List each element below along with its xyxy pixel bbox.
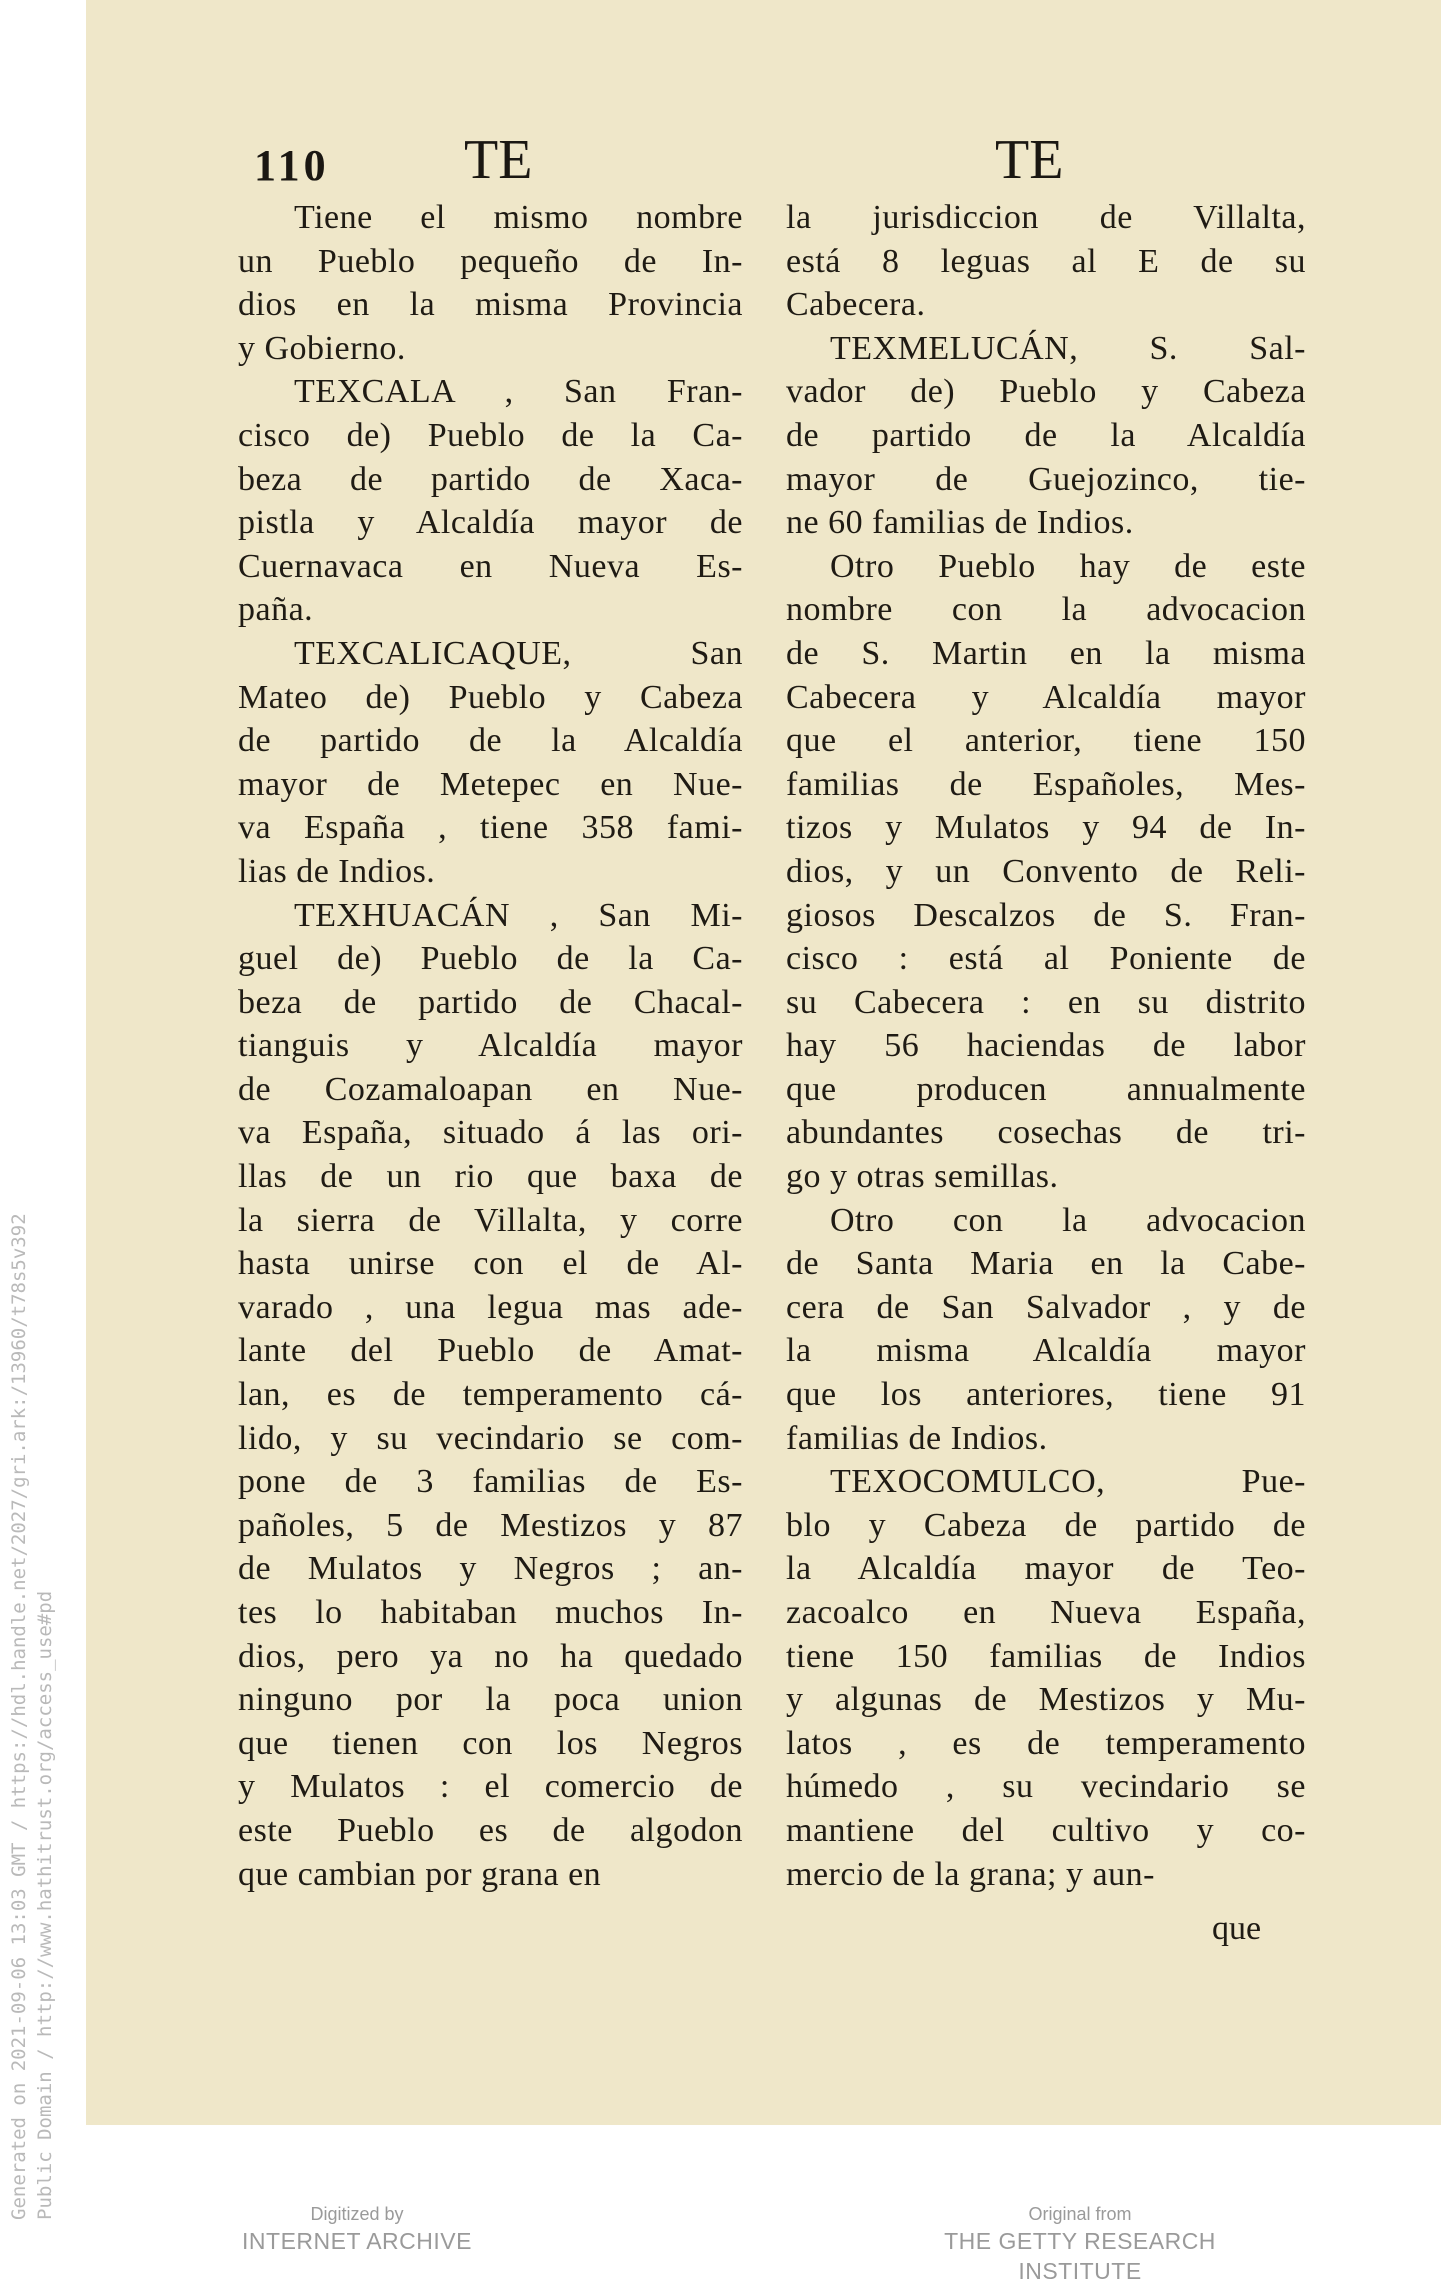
- catchword: que: [1212, 1910, 1262, 1947]
- page-number: 110: [254, 141, 330, 190]
- text-line: un Pueblo pequeño de In-: [238, 242, 743, 280]
- text-line: llas de un rio que baxa de: [238, 1158, 743, 1196]
- text-line: mayor de Guejozinco, tie-: [786, 460, 1306, 498]
- text-line: que tienen con los Negros: [238, 1724, 743, 1762]
- text-line: la jurisdiccion de Villalta,: [786, 199, 1306, 236]
- text-line: tiene 150 familias de Indios: [786, 1637, 1306, 1675]
- text-line: su Cabecera : en su distrito: [786, 983, 1306, 1021]
- text-line: lan, es de temperamento cá-: [238, 1376, 743, 1414]
- text-line: latos , es de temperamento: [786, 1724, 1306, 1762]
- text-line: la Alcaldía mayor de Teo-: [786, 1550, 1306, 1588]
- text-line: TEXCALA , San Fran-: [294, 373, 743, 411]
- stamp-line-1: Generated on 2021-09-06 13:03 GMT / https://hdl.handle.net/2027/gri.ark:/13960/t78s5v392: [8, 1213, 30, 2220]
- text-line: dios en la misma Provincia: [238, 286, 743, 324]
- text-line: la sierra de Villalta, y corre: [238, 1201, 743, 1239]
- text-line: tianguis y Alcaldía mayor: [238, 1027, 743, 1065]
- text-line: mercio de la grana; y aun-: [786, 1855, 1155, 1893]
- text-line: lias de Indios.: [238, 852, 436, 890]
- right-text-column: [786, 196, 1306, 1896]
- text-line: Cuernavaca en Nueva Es-: [238, 547, 743, 585]
- text-line: lante del Pueblo de Amat-: [238, 1332, 743, 1370]
- text-line: de partido de la Alcaldía: [238, 722, 743, 760]
- text-line: TEXMELUCÁN, S. Sal-: [830, 329, 1306, 367]
- text-line: Otro Pueblo hay de este: [830, 547, 1306, 585]
- stamp-line-2: Public Domain / http://www.hathitrust.org/access_use#pd: [34, 1590, 56, 2220]
- text-line: va España , tiene 358 fami-: [238, 809, 743, 847]
- text-line: cera de San Salvador , y de: [786, 1288, 1306, 1326]
- text-line: familias de Españoles, Mes-: [786, 765, 1306, 803]
- text-line: Cabecera y Alcaldía mayor: [786, 678, 1306, 716]
- text-line: de Cozamaloapan en Nue-: [238, 1070, 743, 1108]
- text-line: este Pueblo es de algodon: [238, 1811, 743, 1849]
- text-line: ninguno por la poca union: [238, 1681, 743, 1719]
- text-line: guel de) Pueblo de la Ca-: [238, 940, 743, 978]
- original-from-credit: [880, 2202, 1280, 2286]
- text-line: que el anterior, tiene 150: [786, 722, 1306, 760]
- text-line: y algunas de Mestizos y Mu-: [786, 1681, 1306, 1719]
- text-line: Mateo de) Pueblo y Cabeza: [238, 678, 743, 716]
- text-line: y Mulatos : el comercio de: [238, 1768, 743, 1806]
- left-text-column: [238, 196, 743, 1896]
- text-line: TEXHUACÁN , San Mi-: [294, 896, 743, 934]
- text-line: paña.: [238, 591, 314, 629]
- digitized-by-label: Digitized by: [310, 2204, 404, 2224]
- text-line: ne 60 familias de Indios.: [786, 504, 1134, 542]
- text-line: que producen annualmente: [786, 1070, 1306, 1108]
- running-head-left: TE: [464, 129, 533, 191]
- text-line: que los anteriores, tiene 91: [786, 1376, 1306, 1414]
- text-line: hasta unirse con el de Al-: [238, 1245, 743, 1283]
- text-line: Cabecera.: [786, 286, 926, 324]
- text-line: abundantes cosechas de tri-: [786, 1114, 1306, 1152]
- text-line: beza de partido de Chacal-: [238, 983, 743, 1021]
- text-line: vador de) Pueblo y Cabeza: [786, 373, 1306, 411]
- text-line: que cambian por grana en: [238, 1855, 602, 1893]
- text-line: TEXCALICAQUE, San: [294, 634, 743, 672]
- text-line: mantiene del cultivo y co-: [786, 1811, 1306, 1849]
- text-line: TEXOCOMULCO, Pue-: [830, 1463, 1306, 1501]
- text-line: varado , una legua mas ade-: [238, 1288, 743, 1326]
- digitized-by-credit: [232, 2202, 482, 2256]
- text-line: lido, y su vecindario se com-: [238, 1419, 743, 1457]
- text-line: de S. Martin en la misma: [786, 634, 1306, 672]
- text-line: dios, y un Convento de Reli-: [786, 852, 1306, 890]
- text-line: va España, situado á las ori-: [238, 1114, 743, 1152]
- text-line: cisco : está al Poniente de: [786, 940, 1306, 978]
- text-line: y Gobierno.: [238, 329, 406, 367]
- digitizer-name: INTERNET ARCHIVE: [242, 2228, 472, 2254]
- original-from-label: Original from: [1028, 2204, 1132, 2224]
- text-line: pistla y Alcaldía mayor de: [238, 504, 743, 542]
- hathitrust-generation-stamp: [6, 1080, 58, 2220]
- original-source-name: THE GETTY RESEARCH INSTITUTE: [944, 2228, 1216, 2284]
- text-line: tes lo habitaban muchos In-: [238, 1594, 743, 1631]
- text-line: Otro con la advocacion: [830, 1201, 1306, 1239]
- running-head-right: TE: [995, 129, 1064, 191]
- text-line: hay 56 haciendas de labor: [786, 1027, 1306, 1065]
- text-line: de partido de la Alcaldía: [786, 416, 1306, 454]
- text-line: dios, pero ya no ha quedado: [238, 1637, 743, 1675]
- text-line: go y otras semillas.: [786, 1158, 1059, 1196]
- text-line: de Mulatos y Negros ; an-: [238, 1550, 743, 1588]
- text-line: pone de 3 familias de Es-: [238, 1463, 743, 1501]
- text-line: de Santa Maria en la Cabe-: [786, 1245, 1306, 1283]
- text-line: beza de partido de Xaca-: [238, 460, 743, 498]
- text-line: zacoalco en Nueva España,: [786, 1594, 1306, 1631]
- text-line: blo y Cabeza de partido de: [786, 1506, 1306, 1544]
- text-line: cisco de) Pueblo de la Ca-: [238, 416, 743, 454]
- text-line: nombre con la advocacion: [786, 591, 1306, 629]
- text-line: húmedo , su vecindario se: [786, 1768, 1306, 1806]
- text-line: giosos Descalzos de S. Fran-: [786, 896, 1306, 934]
- text-line: Tiene el mismo nombre: [294, 199, 743, 236]
- text-line: la misma Alcaldía mayor: [786, 1332, 1306, 1370]
- text-line: mayor de Metepec en Nue-: [238, 765, 743, 803]
- text-line: tizos y Mulatos y 94 de In-: [786, 809, 1306, 847]
- text-line: está 8 leguas al E de su: [786, 242, 1306, 280]
- text-line: pañoles, 5 de Mestizos y 87: [238, 1506, 743, 1544]
- text-line: familias de Indios.: [786, 1419, 1048, 1457]
